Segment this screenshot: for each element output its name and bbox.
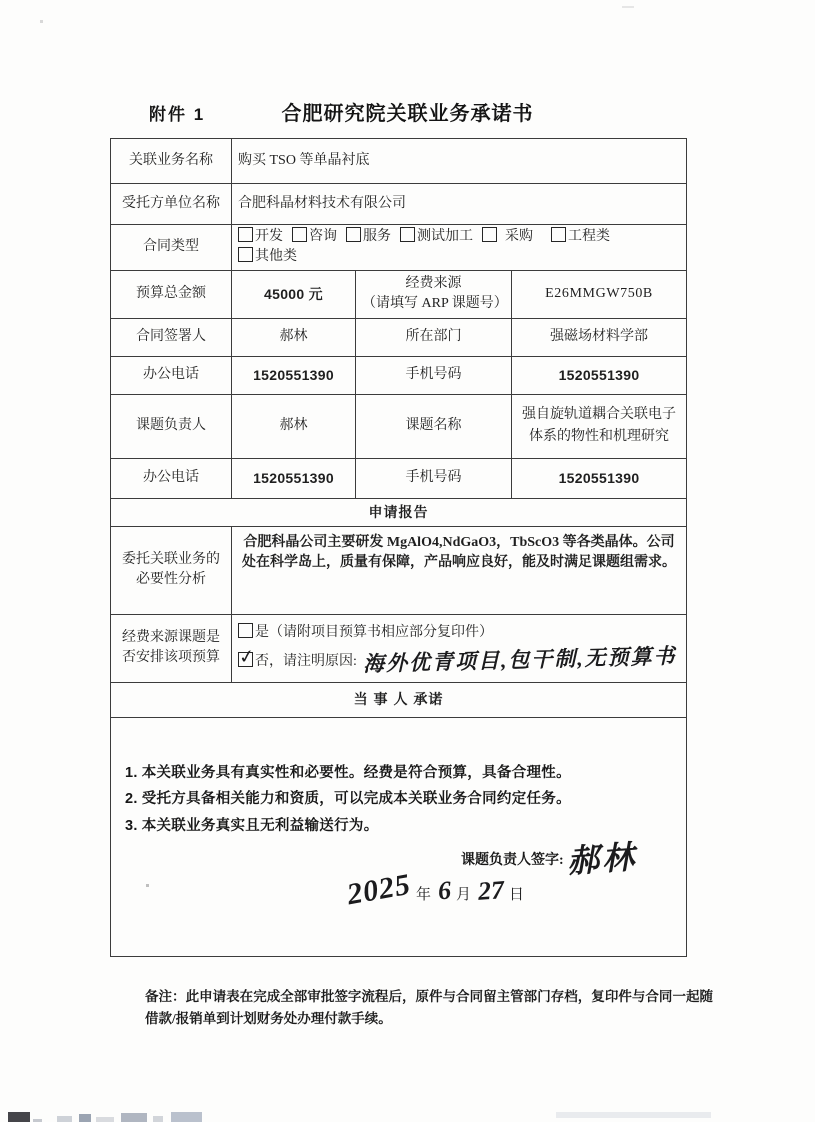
application-report-header: 申请报告 [111,498,687,526]
contract-type-option [346,229,391,244]
checkbox-icon [238,227,253,242]
contract-type-option [292,229,337,244]
scan-artifact [622,6,634,8]
scan-artifact [57,1116,72,1122]
contract-signer-value: 郝林 [232,318,356,356]
budget-arranged-option-yes [238,623,680,643]
signature-date [344,867,531,912]
table-row [111,225,687,271]
contract-type-option-label: 其他类 [255,249,297,265]
budget-label: 预算总金额 [111,270,232,318]
funding-source-value: E26MMGW750B [512,270,687,318]
project-leader-label: 课题负责人 [111,394,232,458]
scan-artifact [153,1116,163,1122]
checkbox-no-icon [238,652,253,667]
table-row [111,184,687,225]
business-name-label: 关联业务名称 [111,139,232,184]
commitment-form-table [110,138,687,957]
budget-arranged-label: 经费来源课题是否安排该项预算 [111,614,232,682]
mobile-phone-value: 1520551390 [512,356,687,394]
budget-arranged-no-text: 否，请注明原因: [255,654,357,670]
contract-type-option [551,229,610,244]
contract-type-option [400,229,473,244]
handwritten-signature: 郝林 [565,838,638,879]
mobile-phone-value: 1520551390 [512,458,687,498]
office-phone-label: 办公电话 [111,458,232,498]
scan-artifact [121,1113,147,1122]
party-commitment-header: 当 事 人 承诺 [111,682,687,717]
checkbox-icon [238,247,253,262]
page-title: 合肥研究院关联业务承诺书 [281,103,534,125]
scan-artifact [40,20,43,23]
day-character: 日 [509,886,525,903]
contract-type-label: 合同类型 [111,225,232,271]
table-row [111,270,687,318]
table-row [111,682,687,717]
signature-label: 课题负责人签字: [461,852,564,868]
scan-artifact [8,1112,30,1122]
contract-type-option-label: 服务 [363,229,391,244]
mobile-phone-label: 手机号码 [356,458,512,498]
handwritten-reason: 海外优青项目,包干制,无预算书 [362,643,677,677]
table-row [111,318,687,356]
funding-source-label-line2: （请填写 ARP 课题号） [362,296,508,312]
table-row [111,498,687,526]
handwritten-day: 27 [477,874,505,906]
contract-type-options [232,225,687,271]
contract-type-option [482,229,533,244]
handwritten-month: 6 [436,875,452,906]
scan-artifact [556,1112,711,1118]
commitment-item: 2. 受托方具备相关能力和资质，可以完成本关联业务合同约定任务。 [125,791,571,808]
checkbox-icon [482,227,497,242]
commitment-body-cell [111,717,687,956]
necessity-value: 合肥科晶公司主要研发 MgAlO4,NdGaO3，TbScO3 等各类晶体。公司处在科学岛上，质量有保障，产品响应良好，能及时满足课题组需求。 [232,526,687,614]
handwritten-year: 2025 [344,867,414,911]
contract-type-option-label: 测试加工 [417,229,473,244]
checkbox-yes-icon [238,623,253,638]
contract-type-option [238,229,283,244]
funding-source-label [356,270,512,318]
commitment-item: 1. 本关联业务具有真实性和必要性。经费是符合预算，具备合理性。 [125,764,571,781]
commitment-list [125,760,670,840]
checkbox-icon [551,227,566,242]
contract-signer-label: 合同签署人 [111,318,232,356]
budget-value: 45000 元 [232,270,356,318]
attachment-label: 附件 1 [149,105,206,124]
funding-source-label-line1: 经费来源 [405,275,462,291]
table-row [111,356,687,394]
table-row [111,139,687,184]
necessity-label: 委托关联业务的必要性分析 [111,526,232,614]
office-phone-value: 1520551390 [232,458,356,498]
scan-artifact [146,884,149,887]
checkbox-icon [292,227,307,242]
entrusted-unit-value: 合肥科晶材料技术有限公司 [232,184,687,225]
checkbox-icon [400,227,415,242]
office-phone-label: 办公电话 [111,356,232,394]
scan-artifact [171,1112,202,1122]
contract-type-option-label: 咨询 [309,229,337,244]
entrusted-unit-label: 受托方单位名称 [111,184,232,225]
table-row [111,614,687,682]
commitment-body [111,718,686,956]
office-phone-value: 1520551390 [232,356,356,394]
budget-arranged-option-no [238,643,680,677]
table-row [111,526,687,614]
checkbox-icon [346,227,361,242]
contract-type-option-label: 工程类 [568,229,610,244]
table-row [111,394,687,458]
department-label: 所在部门 [356,318,512,356]
project-leader-value: 郝林 [232,394,356,458]
budget-arranged-cell [232,614,687,682]
footnote: 备注：此申请表在完成全部审批签字流程后，原件与合同留主管部门存档，复印件与合同一起随借款/报销单到计划财务处办理付款手续。 [145,989,713,1027]
budget-arranged-yes-text: 是（请附项目预算书相应部分复印件） [255,624,493,640]
mobile-phone-label: 手机号码 [356,356,512,394]
table-row [111,458,687,498]
project-name-label: 课题名称 [356,394,512,458]
month-character: 月 [456,886,472,903]
scan-artifact [96,1117,114,1122]
table-row [111,717,687,956]
year-character: 年 [416,886,432,903]
contract-type-option [238,249,297,264]
contract-type-option-label: 采购 [505,229,533,244]
commitment-item: 3. 本关联业务真实且无利益输送行为。 [125,818,379,835]
business-name-value: 购买 TSO 等单晶衬底 [232,139,687,184]
contract-type-option-label: 开发 [255,229,283,244]
department-value: 强磁场材料学部 [512,318,687,356]
scan-artifact [79,1114,91,1122]
project-name-value: 强自旋轨道耦合关联电子体系的物性和机理研究 [512,394,687,458]
